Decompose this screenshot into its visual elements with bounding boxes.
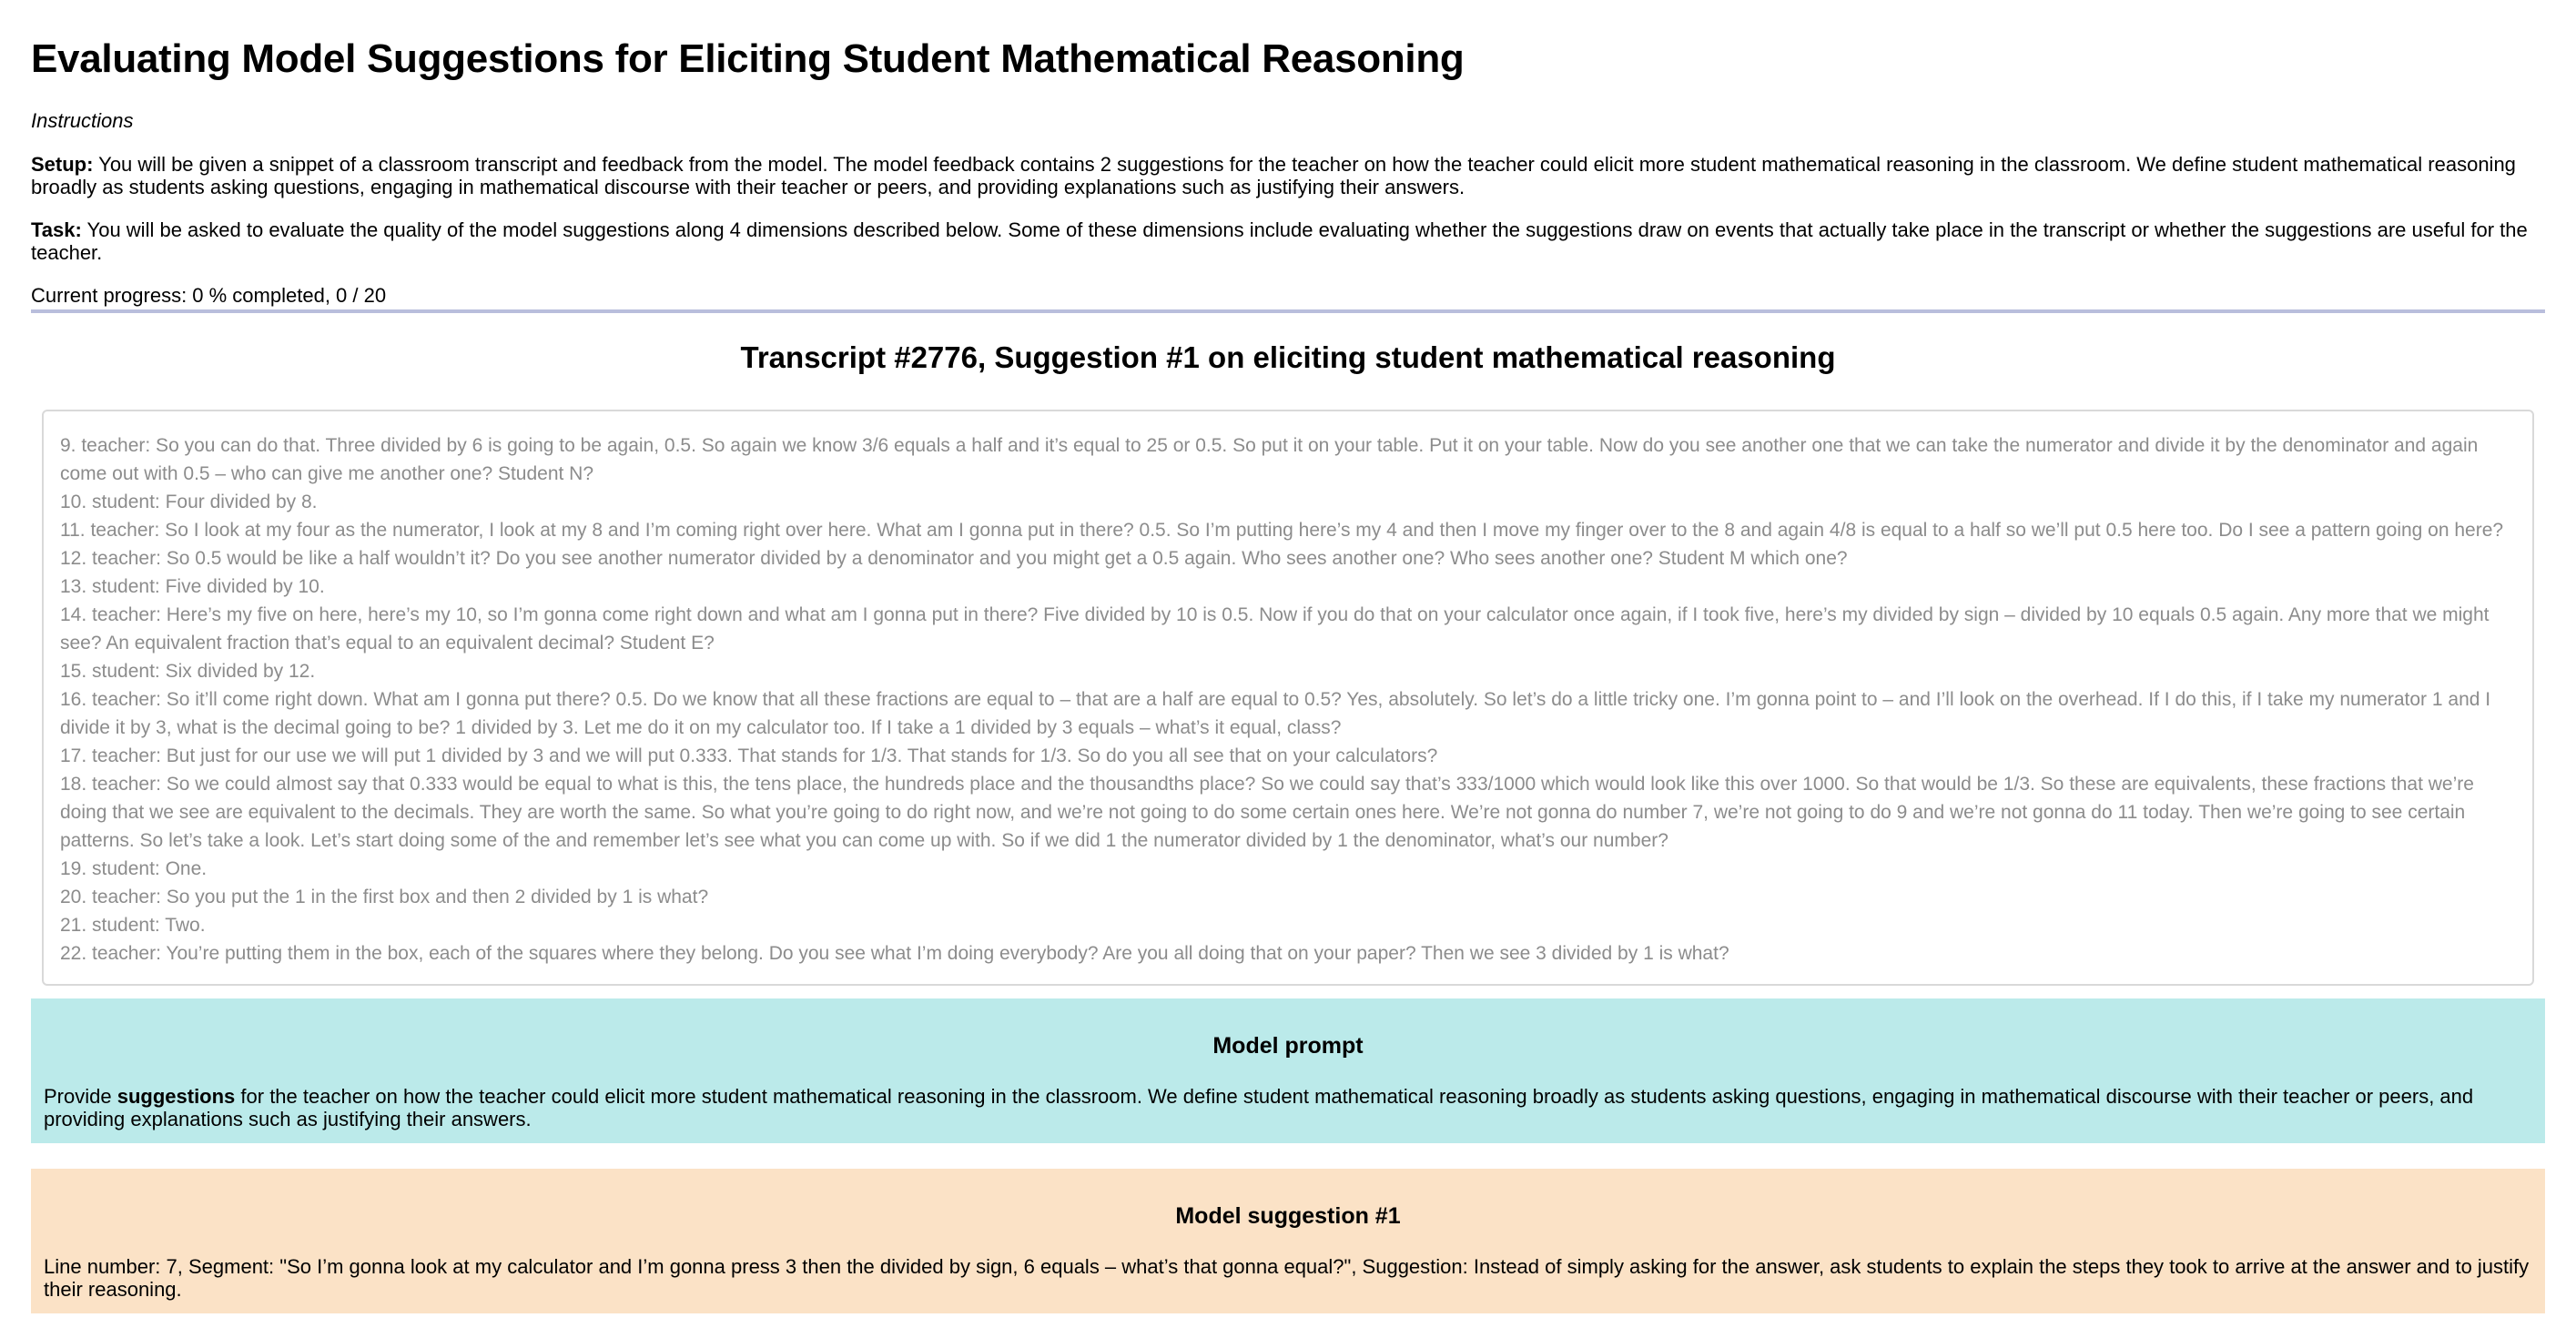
model-prompt-panel: [31, 998, 2545, 1143]
setup-label: Setup:: [31, 153, 94, 176]
model-prompt-heading: Model prompt: [1212, 1033, 1364, 1059]
transcript-line: 12. teacher: So 0.5 would be like a half wouldn’t it? Do you see another numerator divided by a denominator and you might get a 0.5 again. Who sees another one? Who sees another one? Student M which one?: [60, 548, 1848, 569]
model-prompt-text: [44, 1085, 2532, 1130]
transcript-line: 14. teacher: Here’s my five on here, here’s my 10, so I’m gonna come right down and what am I gonna put in there? Five divided by 10 is 0.5. Now if you do that on your calculator once again, if I took five, here’s my divided by sign – divided by 10 equals 0.5 again. Any more that we might see? An equivalent fraction that’s equal to an equivalent decimal? Student E?: [60, 604, 2490, 654]
transcript-line: 17. teacher: But just for our use we will put 1 divided by 3 and we will put 0.333. That stands for 1/3. That stands for 1/3. So do you all see that on your calculators?: [60, 745, 1438, 766]
model-suggestion-text: Line number: 7, Segment: "So I’m gonna look at my calculator and I’m gonna press 3 then the divided by sign, 6 equals – what’s that gonna equal?", Suggestion: Instead of simply asking for the answer, ask students to explain the steps they took to arrive at the answer and to justify their reasoning.: [44, 1255, 2530, 1301]
transcript-line: 10. student: Four divided by 8.: [60, 492, 318, 512]
page-title: Evaluating Model Suggestions for Eliciting Student Mathematical Reasoning: [31, 36, 1465, 81]
transcript-line: 15. student: Six divided by 12.: [60, 661, 316, 682]
model-prompt-text-before: Provide: [44, 1085, 117, 1108]
transcript-line: 19. student: One.: [60, 858, 208, 879]
task-paragraph: [31, 218, 2545, 264]
transcript-line: 9. teacher: So you can do that. Three divided by 6 is going to be again, 0.5. So again we know 3/6 equals a half and it’s equal to 25 or 0.5. So put it on your table. Put it on your table. Now do you see another one that we can take the numerator and divide it by the denominator and again come out with 0.5 – who can give me another one? Student N?: [60, 435, 2479, 484]
transcript-line: 16. teacher: So it’ll come right down. What am I gonna put there? 0.5. Do we know that all these fractions are equal to – that are a half are equal to 0.5? Yes, absolutely. So let’s do a little tricky one. I’m gonna point to – and I’ll look on the overhead. If I do this, if I take my numerator 1 and I divide it by 3, what is the decimal going to be? 1 divided by 3. Let me do it on my calculator too. If I take a 1 divided by 3 equals – what’s it equal, class?: [60, 689, 2491, 738]
transcript-line: 20. teacher: So you put the 1 in the first box and then 2 divided by 1 is what?: [60, 887, 709, 907]
transcript-line: 21. student: Two.: [60, 915, 206, 936]
setup-paragraph: [31, 153, 2545, 198]
instructions-label: Instructions: [31, 109, 134, 132]
transcript-line: 13. student: Five divided by 10.: [60, 576, 325, 597]
transcript-line: 22. teacher: You’re putting them in the box, each of the squares where they belong. Do you see what I’m doing everybody? Are you all doing that on your paper? Then we see 3 divided by 1 is what?: [60, 943, 1729, 964]
task-text: You will be asked to evaluate the quality of the model suggestions along 4 dimensions described below. Some of these dimensions include evaluating whether the suggestions draw on events that actually take place in the transcript or whether the suggestions are useful for the teacher.: [31, 218, 2528, 264]
model-suggestion-panel: [31, 1169, 2545, 1313]
transcript-box[interactable]: [42, 410, 2534, 986]
progress-divider: [31, 309, 2545, 313]
task-label: Task:: [31, 218, 82, 241]
transcript-line: 18. teacher: So we could almost say that 0.333 would be equal to what is this, the tens place, the hundreds place and the thousandths place? So we could say that’s 333/1000 which would look like this over 1000. So that would be 1/3. So these are equivalents, these fractions that we’re doing that we see are equivalent to the decimals. They are worth the same. So what you’re going to do right now, and we’re not going to do some certain ones here. We’re not gonna do number 7, we’re not going to do 9 and we’re not gonna do 11 today. Then we’re going to see certain patterns. So let’s take a look. Let’s start doing some of the and remember let’s see what you can come up with. So if we did 1 the numerator divided by 1 the denominator, what’s our number?: [60, 774, 2474, 851]
model-prompt-bold: suggestions: [117, 1085, 236, 1108]
setup-text: You will be given a snippet of a classroom transcript and feedback from the model. The model feedback contains 2 suggestions for the teacher on how the teacher could elicit more student mathematical reasoning in the classroom. We define student mathematical reasoning broadly as students asking questions, engaging in mathematical discourse with their teacher or peers, and providing explanations such as justifying their answers.: [31, 153, 2516, 198]
transcript-line: 11. teacher: So I look at my four as the numerator, I look at my 8 and I’m coming right over here. What am I gonna put in there? 0.5. So I’m putting here’s my 4 and then I move my finger over to the 8 and again 4/8 is equal to a half so we’ll put 0.5 here too. Do I see a pattern going on here?: [60, 520, 2504, 541]
progress-text: Current progress: 0 % completed, 0 / 20: [31, 284, 387, 307]
model-prompt-text-after: for the teacher on how the teacher could elicit more student mathematical reasoning in the classroom. We define student mathematical reasoning broadly as students asking questions, engaging in mathematical discourse with their teacher or peers, and providing explanations such as justifying their answers.: [44, 1085, 2474, 1130]
model-suggestion-heading: Model suggestion #1: [1175, 1203, 1401, 1229]
transcript-heading: Transcript #2776, Suggestion #1 on eliciting student mathematical reasoning: [740, 340, 1836, 374]
